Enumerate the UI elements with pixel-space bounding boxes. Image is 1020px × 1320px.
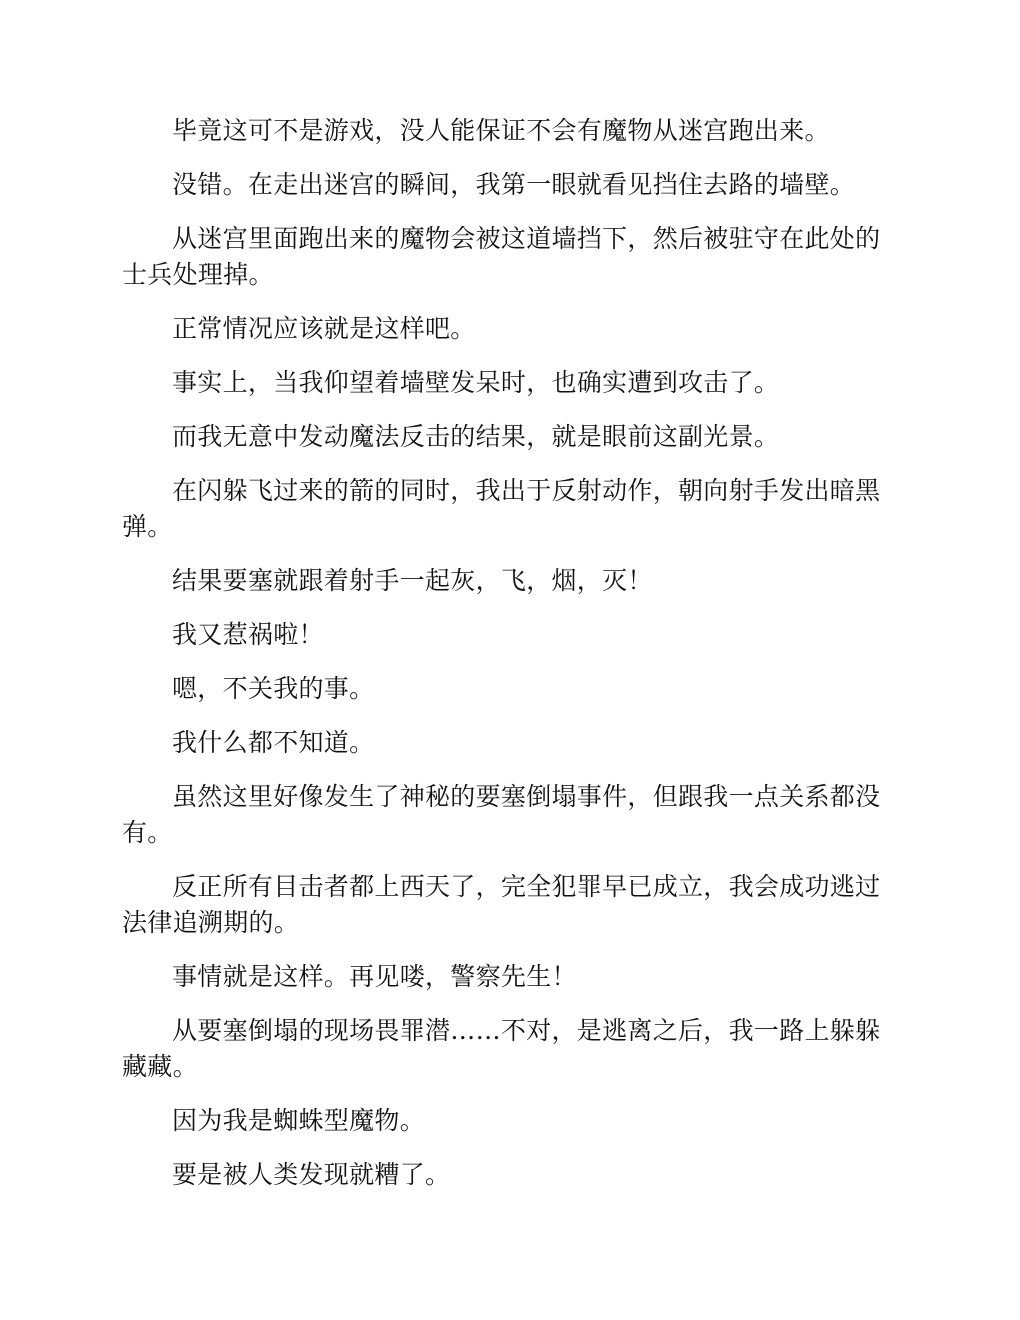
document-body [122, 113, 902, 1211]
paragraph-15: 从要塞倒塌的现场畏罪潜……不对，是逃离之后，我一路上躲躲藏藏。 [122, 1016, 881, 1081]
paragraph-3: 从迷宫里面跑出来的魔物会被这道墙挡下，然后被驻守在此处的士兵处理掉。 [122, 224, 881, 289]
paragraph-6: 而我无意中发动魔法反击的结果，就是眼前这副光景。 [172, 422, 780, 451]
paragraph-4: 正常情况应该就是这样吧。 [172, 314, 476, 343]
paragraph-5: 事实上，当我仰望着墙壁发呆时，也确实遭到攻击了。 [172, 368, 780, 397]
paragraph-2: 没错。在走出迷宫的瞬间，我第一眼就看见挡住去路的墙壁。 [172, 170, 856, 199]
paragraph-7: 在闪躲飞过来的箭的同时，我出于反射动作，朝向射手发出暗黑弹。 [122, 476, 881, 541]
paragraph-16: 因为我是蜘蛛型魔物。 [172, 1106, 426, 1135]
paragraph-14: 事情就是这样。再见喽，警察先生！ [172, 962, 577, 991]
paragraph-9: 我又惹祸啦！ [172, 620, 324, 649]
paragraph-12: 虽然这里好像发生了神秘的要塞倒塌事件，但跟我一点关系都没有。 [122, 782, 881, 847]
paragraph-10: 嗯，不关我的事。 [172, 674, 375, 703]
paragraph-17: 要是被人类发现就糟了。 [172, 1160, 451, 1189]
paragraph-13: 反正所有目击者都上西天了，完全犯罪早已成立，我会成功逃过法律追溯期的。 [122, 872, 881, 937]
paragraph-8: 结果要塞就跟着射手一起灰，飞，烟，灭！ [172, 566, 653, 595]
paragraph-11: 我什么都不知道。 [172, 728, 375, 757]
paragraph-1: 毕竟这可不是游戏，没人能保证不会有魔物从迷宫跑出来。 [172, 116, 830, 145]
